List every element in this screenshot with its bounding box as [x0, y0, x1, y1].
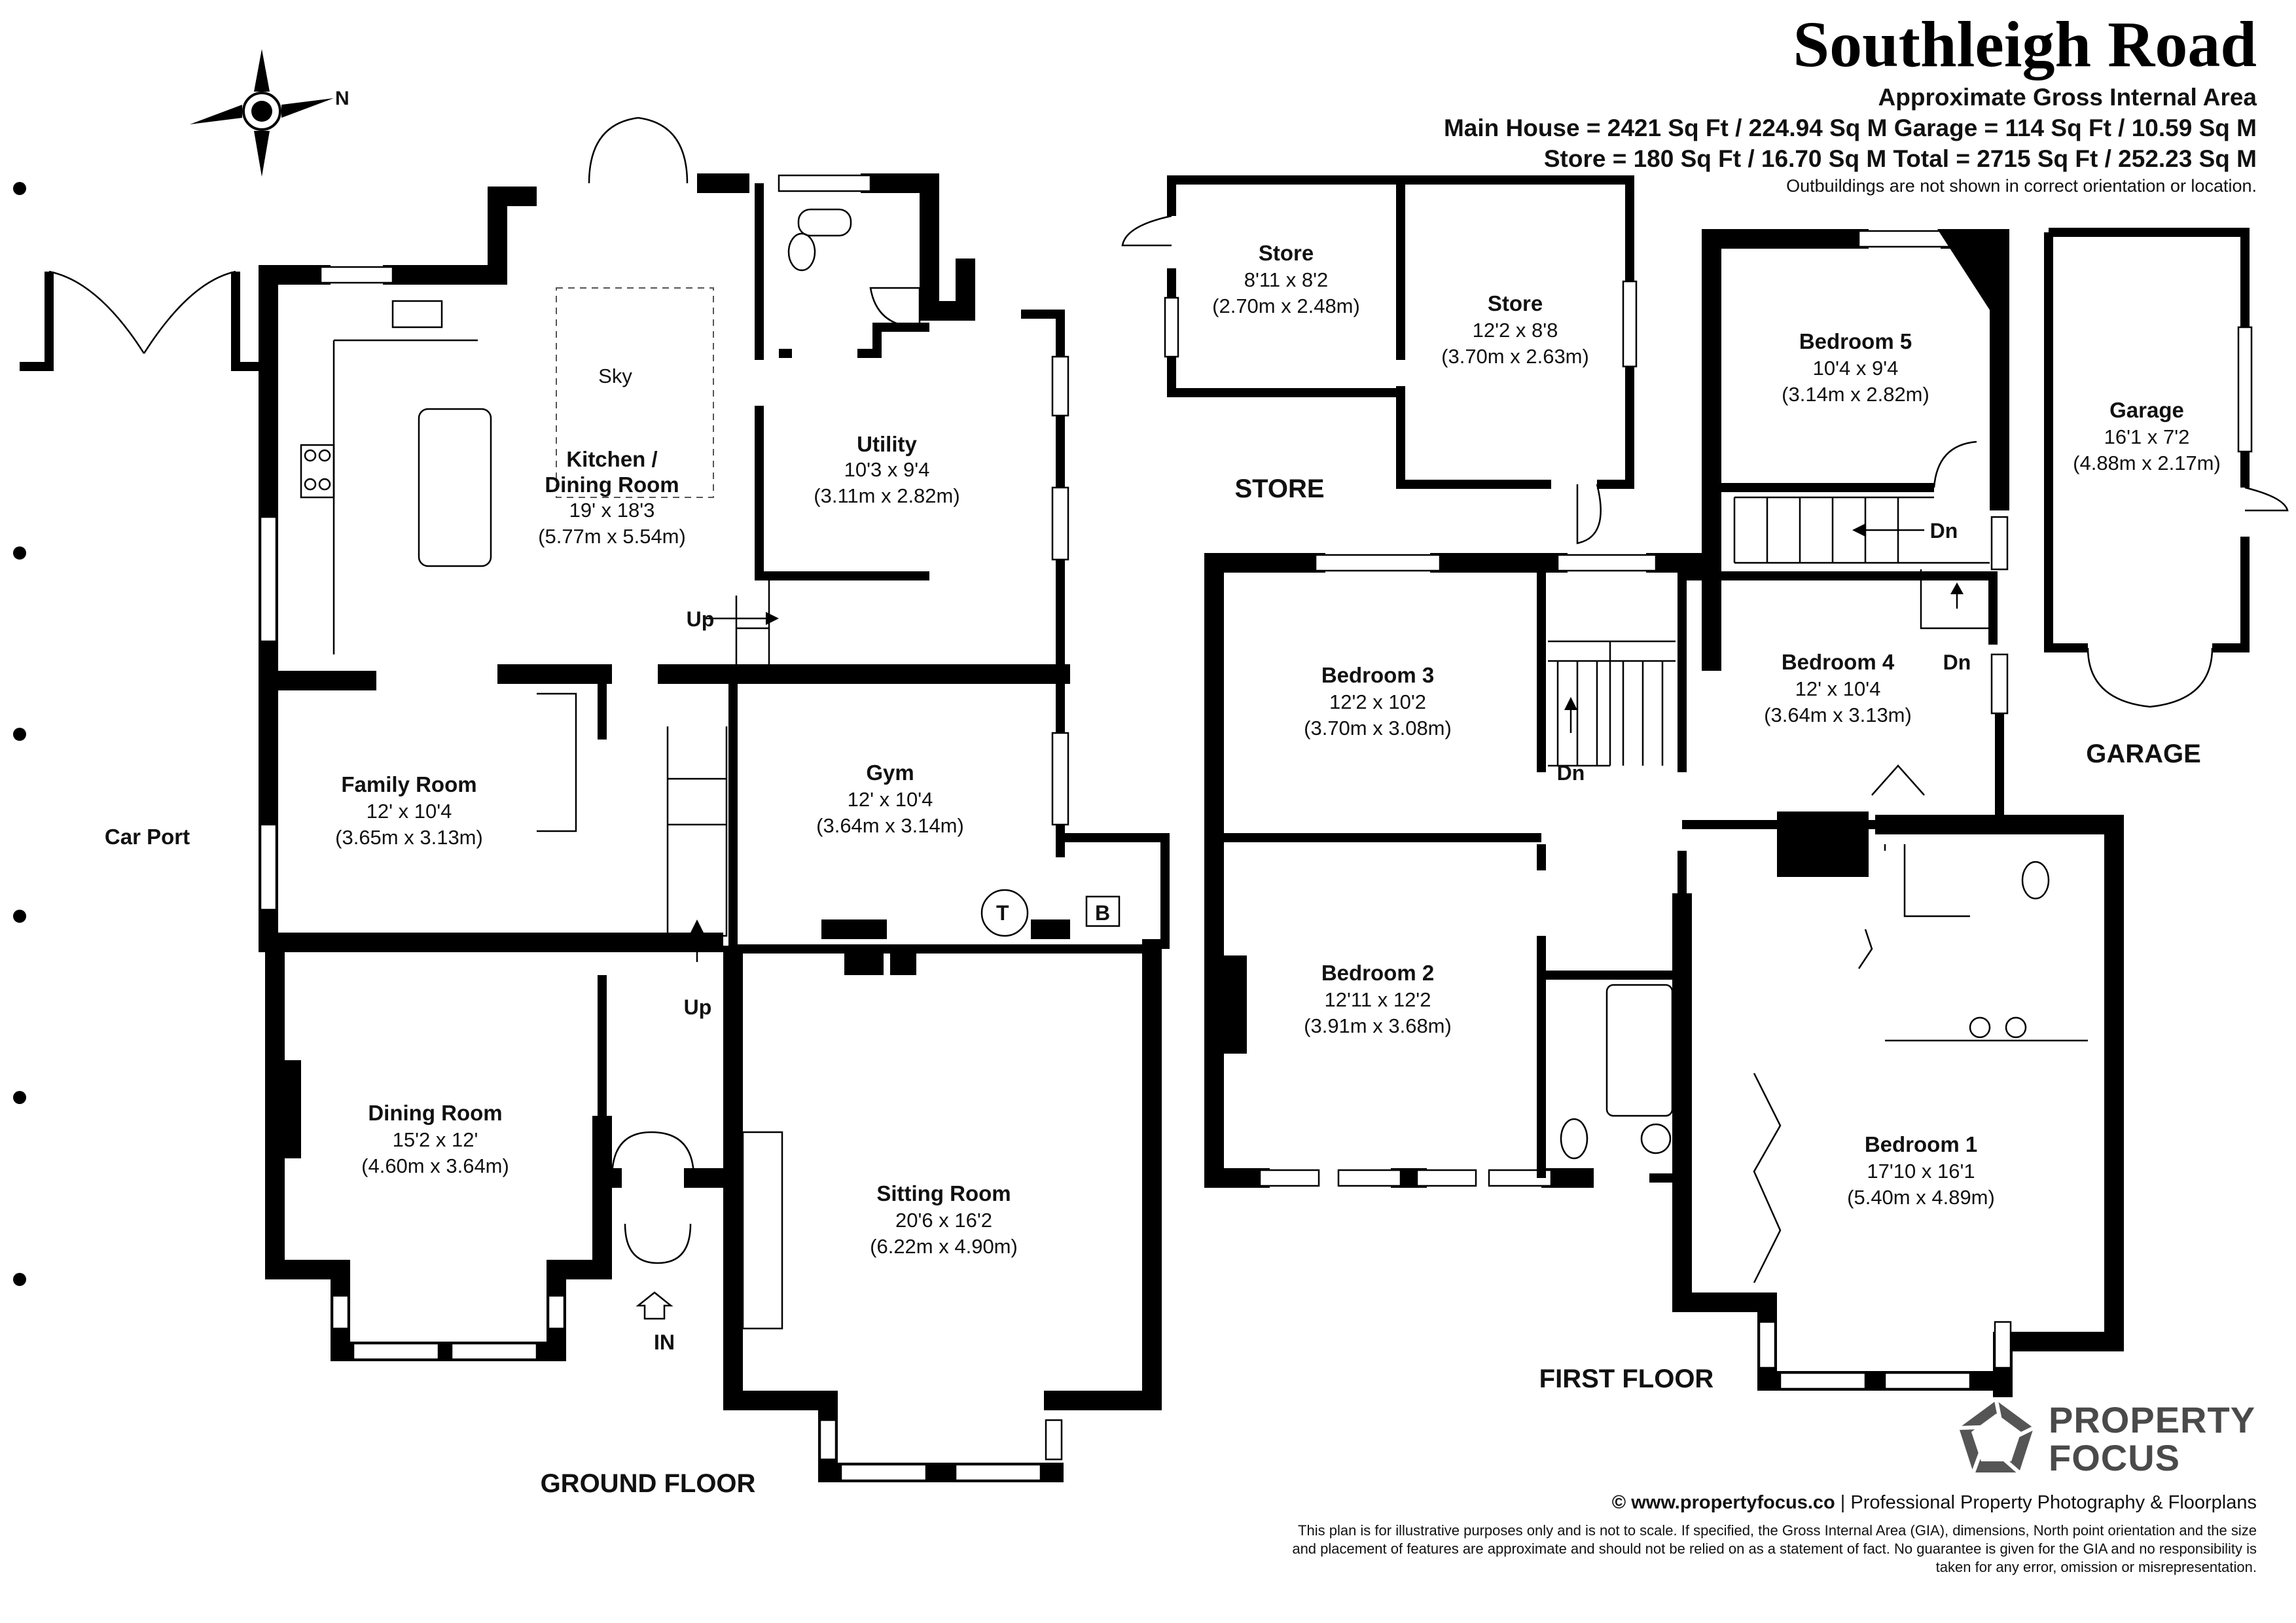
ground-floor-label: GROUND FLOOR: [540, 1469, 756, 1498]
bed1-name: Bedroom 1: [1864, 1132, 1978, 1156]
store1-name: Store: [1258, 241, 1314, 265]
boiler-label: B: [1095, 901, 1111, 925]
bed2-name: Bedroom 2: [1321, 961, 1435, 985]
ground-floor: [20, 118, 1165, 1480]
dn-label-2: Dn: [1943, 651, 1971, 674]
disclaimer: This plan is for illustrative purposes only and is not to scale. If specified, the Gross Internal Area (GIA), dimensions, North point orientation and the size and placement of features are approximate and should not be relied on as a statement of fact. No guarantee is given for the GIA and no responsibility is taken for any error, omission or misrepresentation.: [1292, 1522, 2257, 1575]
tank-label: T: [996, 901, 1009, 925]
family-metric: (3.65m x 3.13m): [335, 826, 483, 849]
garage-name: Garage: [2109, 398, 2184, 422]
store1-imperial: 8'11 x 8'2: [1244, 268, 1329, 291]
store2-name: Store: [1487, 291, 1543, 315]
dn-label-3: Dn: [1556, 761, 1585, 785]
utility-imperial: 10'3 x 9'4: [844, 458, 930, 481]
bed4-imperial: 12' x 10'4: [1795, 677, 1881, 700]
margin-dots: [13, 182, 26, 1286]
gym-metric: (3.64m x 3.14m): [816, 814, 964, 837]
dn-label-1: Dn: [1929, 519, 1958, 543]
first-floor-label: FIRST FLOOR: [1539, 1364, 1714, 1393]
bed1-metric: (5.40m x 4.89m): [1847, 1186, 1995, 1209]
kitchen-metric: (5.77m x 5.54m): [538, 525, 686, 548]
store2-imperial: 12'2 x 8'8: [1472, 319, 1558, 342]
logo-line-2: FOCUS: [2049, 1437, 2180, 1478]
brand-logo: [1950, 1394, 2265, 1486]
sitting-name: Sitting Room: [876, 1181, 1011, 1205]
bed1-imperial: 17'10 x 16'1: [1867, 1160, 1975, 1183]
bed5-imperial: 10'4 x 9'4: [1812, 357, 1899, 380]
credit-text: | Professional Property Photography & Floorplans: [1840, 1492, 2257, 1513]
utility-name: Utility: [857, 432, 917, 456]
gia-subtitle: Approximate Gross Internal Area: [1878, 84, 2257, 111]
garage-imperial: 16'1 x 7'2: [2104, 425, 2190, 448]
bed4-name: Bedroom 4: [1781, 650, 1895, 674]
area-line-2: Store = 180 Sq Ft / 16.70 Sq M Total = 2715 Sq Ft / 252.23 Sq M: [1543, 145, 2257, 172]
kitchen-imperial: 19' x 18'3: [569, 499, 655, 522]
gym-name: Gym: [866, 760, 914, 785]
sky-label: Sky: [598, 365, 632, 387]
area-line-1: Main House = 2421 Sq Ft / 224.94 Sq M Garage = 114 Sq Ft / 10.59 Sq M: [1443, 115, 2257, 141]
store2-metric: (3.70m x 2.63m): [1441, 345, 1589, 368]
outbuildings-note: Outbuildings are not shown in correct orientation or location.: [1786, 176, 2257, 196]
footer-credit: [1612, 1492, 2257, 1514]
sitting-imperial: 20'6 x 16'2: [895, 1209, 993, 1232]
plan-title: Southleigh Road: [1793, 8, 2257, 80]
compass-north-label: N: [335, 88, 350, 109]
first-floor: [1214, 229, 2114, 1389]
store1-metric: (2.70m x 2.48m): [1212, 294, 1360, 317]
bed2-imperial: 12'11 x 12'2: [1324, 988, 1431, 1011]
credit-site: © www.propertyfocus.co: [1611, 1492, 1835, 1513]
carport-label: Car Port: [104, 825, 190, 849]
compass-icon: [190, 49, 350, 177]
kitchen-name-2: Dining Room: [545, 473, 679, 497]
entrance-label: IN: [654, 1330, 675, 1354]
family-imperial: 12' x 10'4: [366, 800, 452, 823]
dining-imperial: 15'2 x 12': [392, 1128, 478, 1151]
dining-name: Dining Room: [368, 1101, 503, 1125]
store-label: STORE: [1234, 474, 1325, 503]
bed5-name: Bedroom 5: [1799, 329, 1912, 353]
bed2-metric: (3.91m x 3.68m): [1304, 1014, 1452, 1037]
gym-imperial: 12' x 10'4: [847, 788, 933, 811]
bed3-name: Bedroom 3: [1321, 663, 1435, 687]
garage-metric: (4.88m x 2.17m): [2073, 452, 2221, 474]
bed4-metric: (3.64m x 3.13m): [1764, 704, 1912, 726]
garage-label: GARAGE: [2086, 740, 2201, 768]
sitting-metric: (6.22m x 4.90m): [870, 1235, 1018, 1258]
kitchen-name: Kitchen /: [566, 447, 658, 471]
family-name: Family Room: [341, 772, 477, 796]
bed5-metric: (3.14m x 2.82m): [1782, 383, 1929, 406]
utility-metric: (3.11m x 2.82m): [814, 484, 960, 507]
logo-line-1: PROPERTY: [2049, 1399, 2256, 1440]
bed3-imperial: 12'2 x 10'2: [1329, 690, 1427, 713]
dining-metric: (4.60m x 3.64m): [361, 1154, 509, 1177]
up-label-2: Up: [683, 995, 712, 1019]
up-label-1: Up: [686, 607, 715, 631]
bed3-metric: (3.70m x 3.08m): [1304, 717, 1452, 740]
